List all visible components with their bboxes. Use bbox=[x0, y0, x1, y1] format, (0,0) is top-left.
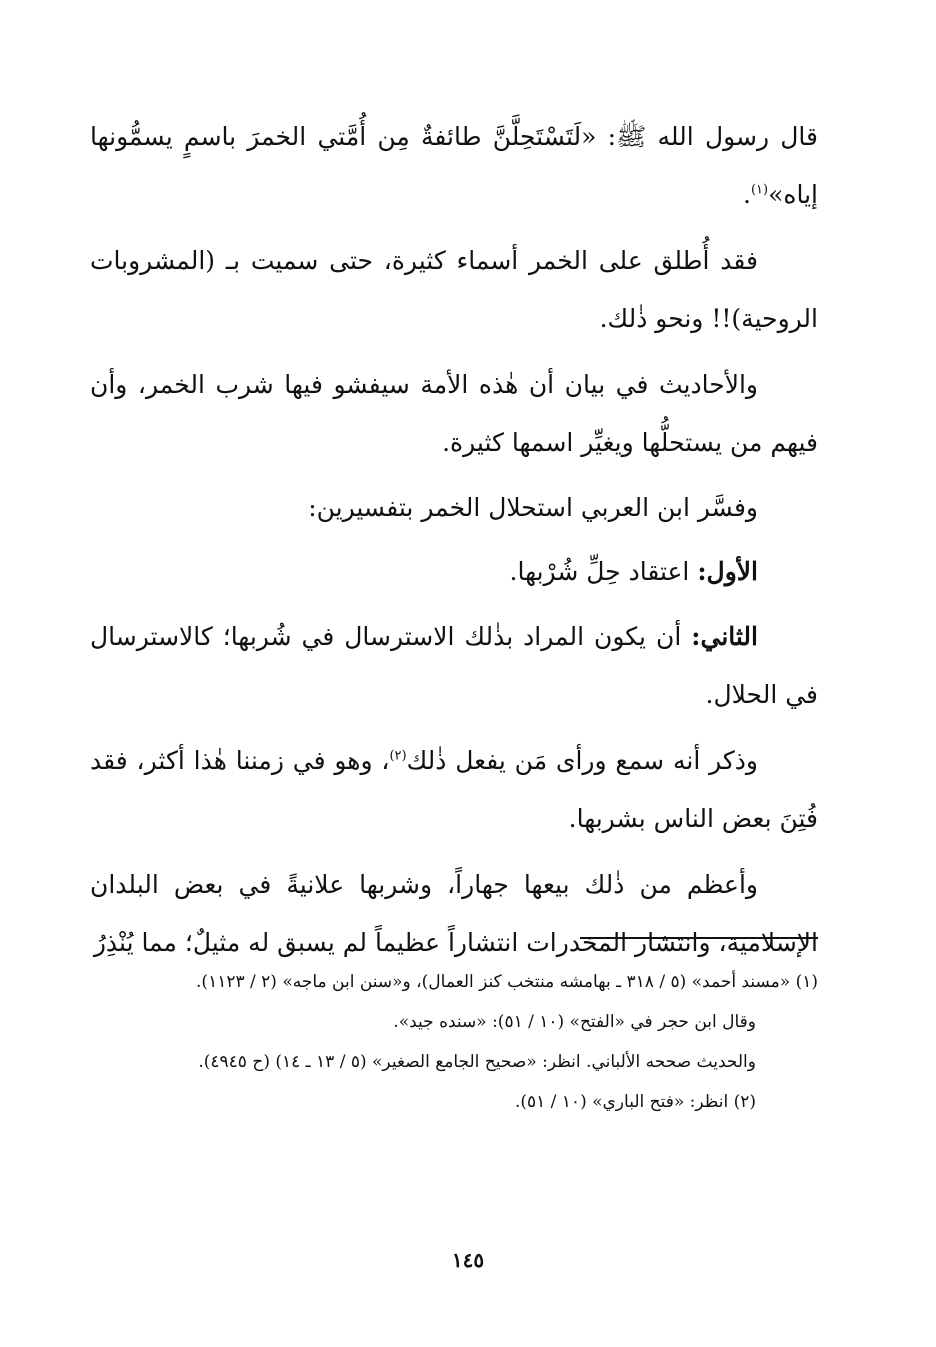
paragraph-text: وذكر أنه سمع ورأى مَن يفعل ذٰلك bbox=[406, 746, 758, 775]
paragraph-text: والأحاديث في بيان أن هٰذه الأمة سيفشو فيها شرب الخمر، وأن فيهم من يستحلُّها ويغيِّر اسمها كثيرة. bbox=[90, 370, 818, 457]
footnote-divider bbox=[580, 937, 818, 939]
paragraph-text: قال رسول الله ﷺ: «لَتَسْتَحِلَّنَّ طائفةٌ مِن أُمَّتي الخمرَ باسمٍ يسمُّونها إياه» bbox=[90, 122, 818, 209]
paragraph-tail: ، وهو في زمننا هٰذا أكثر، فقد فُتِنَ بعض الناس بشربها. bbox=[90, 746, 818, 833]
paragraph-first bbox=[90, 544, 818, 600]
paragraph-hadiths bbox=[90, 356, 818, 472]
footnote-1-note-ibn-hajar: وقال ابن حجر في «الفتح» (١٠ / ٥١): «سنده جيد». bbox=[393, 1012, 756, 1032]
footnote-1-note-albani: والحديث صححه الألباني. انظر: «صحيح الجامع الصغير» (٥ / ١٣ ـ ١٤) (ح ٤٩٤٥). bbox=[198, 1052, 756, 1072]
paragraph-greater bbox=[90, 856, 818, 972]
paragraph-text: وأعظم من ذٰلك بيعها جهاراً، وشربها علانيةً في بعض البلدان الإسلامية، وانتشار المخدرات انتشاراً عظيماً لم يسبق له مثيلٌ؛ مما يُنْذِرُ bbox=[90, 870, 818, 957]
page-number: ١٤٥ bbox=[451, 1248, 485, 1272]
paragraph-text: أن يكون المراد بذٰلك الاسترسال في شُربها؛ كالاسترسال في الحلال. bbox=[90, 622, 818, 709]
footnote-1: (١) «مسند أحمد» (٥ / ٣١٨ ـ بهامشه منتخب كنز العمال)، و«سنن ابن ماجه» (٢ / ١١٢٣). bbox=[196, 972, 818, 992]
paragraph-second bbox=[90, 608, 818, 724]
footnote-ref-1[interactable]: (١) bbox=[750, 182, 769, 198]
paragraph-text: وفسَّر ابن العربي استحلال الخمر بتفسيرين: bbox=[308, 493, 758, 522]
paragraph-ibn-arabi bbox=[90, 480, 818, 536]
main-text bbox=[90, 108, 818, 980]
footnote-2: (٢) انظر: «فتح الباري» (١٠ / ٥١). bbox=[514, 1092, 756, 1112]
paragraph-tail: . bbox=[742, 180, 751, 209]
first-label: الأول: bbox=[697, 557, 758, 586]
paragraph-hadith bbox=[90, 108, 818, 224]
footnotes bbox=[90, 962, 818, 1122]
second-label: الثاني: bbox=[691, 622, 758, 651]
paragraph-text: اعتقاد حِلِّ شُرْبها. bbox=[509, 557, 690, 586]
paragraph-text: فقد أُطلق على الخمر أسماء كثيرة، حتى سميت بـ (المشروبات الروحية)!! ونحو ذٰلك. bbox=[90, 246, 818, 333]
footnote-ref-2[interactable]: (٢) bbox=[389, 748, 407, 764]
paragraph-mentioned bbox=[90, 732, 818, 848]
paragraph-names bbox=[90, 232, 818, 348]
